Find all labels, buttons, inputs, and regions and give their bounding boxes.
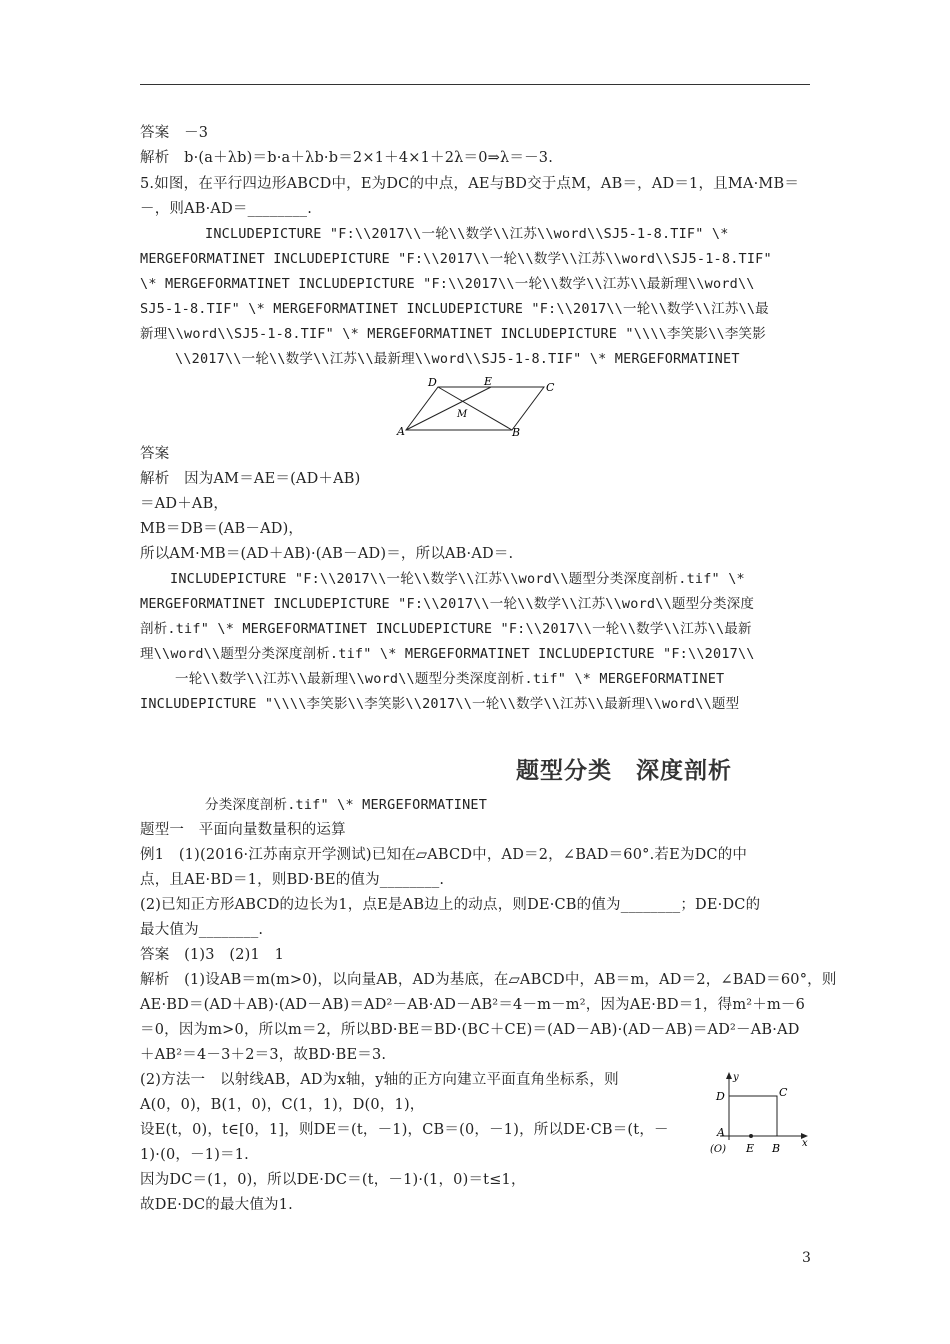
analysis-line: 解析 (1)设AB＝m(m>0)，以向量AB，AD为基底，在▱ABCD中，AB＝m，AD＝2，∠BAD＝60°，则: [140, 972, 837, 988]
label-m: M: [457, 409, 468, 420]
y-axis-arrow: [726, 1072, 732, 1079]
label-x: x: [802, 1138, 808, 1149]
analysis-line: ＋AB²＝4－3＋2＝3，故BD·BE＝3.: [140, 1047, 387, 1063]
parallelogram-figure: [395, 374, 565, 438]
label-a: A: [717, 1126, 725, 1139]
analysis-line: MB＝DB＝(AB－AD)，: [140, 521, 304, 537]
label-a: A: [397, 425, 405, 438]
example-line: 例1 (1)(2016·江苏南京开学测试)已知在▱ABCD中，AD＝2，∠BAD＝60°.若E为DC的中: [140, 847, 748, 863]
field-code-line: \* MERGEFORMATINET INCLUDEPICTURE "F:\\2017\\一轮\\数学\\江苏\\最新理\\word\\: [140, 276, 755, 292]
example-line: (2)已知正方形ABCD的边长为1，点E是AB边上的动点，则DE·CB的值为________；DE·DC的: [140, 897, 761, 913]
label-b: B: [512, 426, 521, 438]
header-rule: [140, 84, 810, 85]
label-d: D: [428, 376, 437, 389]
example-line: 点，且AE·BD＝1，则BD·BE的值为________.: [140, 872, 445, 888]
label-c: C: [546, 381, 555, 394]
field-code-line: INCLUDEPICTURE "\\\\李笑影\\李笑影\\2017\\一轮\\数学\\江苏\\最新理\\word\\题型: [140, 696, 740, 712]
point-e: [749, 1134, 753, 1138]
analysis-line: ＝0，因为m>0，所以m＝2，所以BD·BE＝BD·(BC＋CE)＝(AD－AB)·(AD－AB)＝AD²－AB·AD: [140, 1022, 800, 1038]
label-e: E: [484, 375, 493, 388]
answer-line: 答案 (1)3 (2)1 1: [140, 947, 285, 963]
analysis-line: 所以AM·MB＝(AD＋AB)·(AB－AD)＝，所以AB·AD＝.: [140, 546, 514, 562]
coordinate-figure: [700, 1068, 812, 1160]
answer-line: 答案 －3: [140, 125, 209, 141]
problem-5-line: －，则AB·AD＝________.: [140, 201, 313, 217]
field-code-line: 一轮\\数学\\江苏\\最新理\\word\\题型分类深度剖析.tif" \* MERGEFORMATINET: [175, 671, 725, 687]
field-code-line: SJ5-1-8.TIF" \* MERGEFORMATINET INCLUDEPICTURE "F:\\2017\\一轮\\数学\\江苏\\最: [140, 301, 769, 317]
label-d: D: [716, 1090, 725, 1103]
analysis-line: 因为DC＝(1，0)，所以DE·DC＝(t，－1)·(1，0)＝t≤1，: [140, 1172, 526, 1188]
analysis-line: 1)·(0，－1)＝1.: [140, 1147, 249, 1163]
analysis-line: 故DE·DC的最大值为1.: [140, 1197, 293, 1213]
answer-line: 答案: [140, 446, 170, 462]
label-o: (O): [710, 1144, 727, 1155]
section-title: 题型分类 深度剖析: [516, 758, 732, 784]
label-e: E: [746, 1142, 755, 1155]
analysis-line: A(0，0)，B(1，0)，C(1，1)，D(0，1)，: [140, 1097, 425, 1113]
example-line: 最大值为________.: [140, 922, 264, 938]
problem-5-line: 5.如图，在平行四边形ABCD中，E为DC的中点，AE与BD交于点M，AB＝，AD＝1，且MA·MB＝: [140, 176, 800, 192]
field-code-line: MERGEFORMATINET INCLUDEPICTURE "F:\\2017\\一轮\\数学\\江苏\\word\\SJ5-1-8.TIF": [140, 251, 772, 267]
field-code-line: \\2017\\一轮\\数学\\江苏\\最新理\\word\\SJ5-1-8.TIF" \* MERGEFORMATINET: [175, 351, 740, 367]
field-code-line: 新理\\word\\SJ5-1-8.TIF" \* MERGEFORMATINET INCLUDEPICTURE "\\\\李笑影\\李笑影: [140, 326, 766, 342]
field-code-line: 分类深度剖析.tif" \* MERGEFORMATINET: [205, 797, 488, 813]
analysis-line: 解析 因为AM＝AE＝(AD＋AB): [140, 471, 361, 487]
analysis-line: 设E(t，0)，t∈[0，1]，则DE＝(t，－1)，CB＝(0，－1)，所以DE·CB＝(t，－: [140, 1122, 669, 1138]
field-code-line: INCLUDEPICTURE "F:\\2017\\一轮\\数学\\江苏\\word\\SJ5-1-8.TIF" \*: [205, 226, 729, 242]
field-code-line: 剖析.tif" \* MERGEFORMATINET INCLUDEPICTURE "F:\\2017\\一轮\\数学\\江苏\\最新: [140, 621, 752, 637]
label-y: y: [733, 1072, 739, 1083]
analysis-line: (2)方法一 以射线AB，AD为x轴，y轴的正方向建立平面直角坐标系，则: [140, 1072, 619, 1088]
label-b: B: [772, 1142, 781, 1155]
topic-heading: 题型一 平面向量数量积的运算: [140, 822, 346, 838]
analysis-line: AE·BD＝(AD＋AB)·(AD－AB)＝AD²－AB·AD－AB²＝4－m－m²，因为AE·BD＝1，得m²＋m－6: [140, 997, 806, 1013]
analysis-line: ＝AD＋AB，: [140, 496, 229, 512]
square-shape: [729, 1096, 777, 1136]
field-code-line: INCLUDEPICTURE "F:\\2017\\一轮\\数学\\江苏\\word\\题型分类深度剖析.tif" \*: [170, 571, 745, 587]
field-code-line: MERGEFORMATINET INCLUDEPICTURE "F:\\2017\\一轮\\数学\\江苏\\word\\题型分类深度: [140, 596, 755, 612]
page-number: 3: [802, 1250, 811, 1266]
analysis-line: 解析 b·(a＋λb)＝b·a＋λb·b＝2×1＋4×1＋2λ＝0⇒λ＝－3.: [140, 150, 554, 166]
field-code-line: 理\\word\\题型分类深度剖析.tif" \* MERGEFORMATINET INCLUDEPICTURE "F:\\2017\\: [140, 646, 755, 662]
label-c: C: [779, 1086, 788, 1099]
